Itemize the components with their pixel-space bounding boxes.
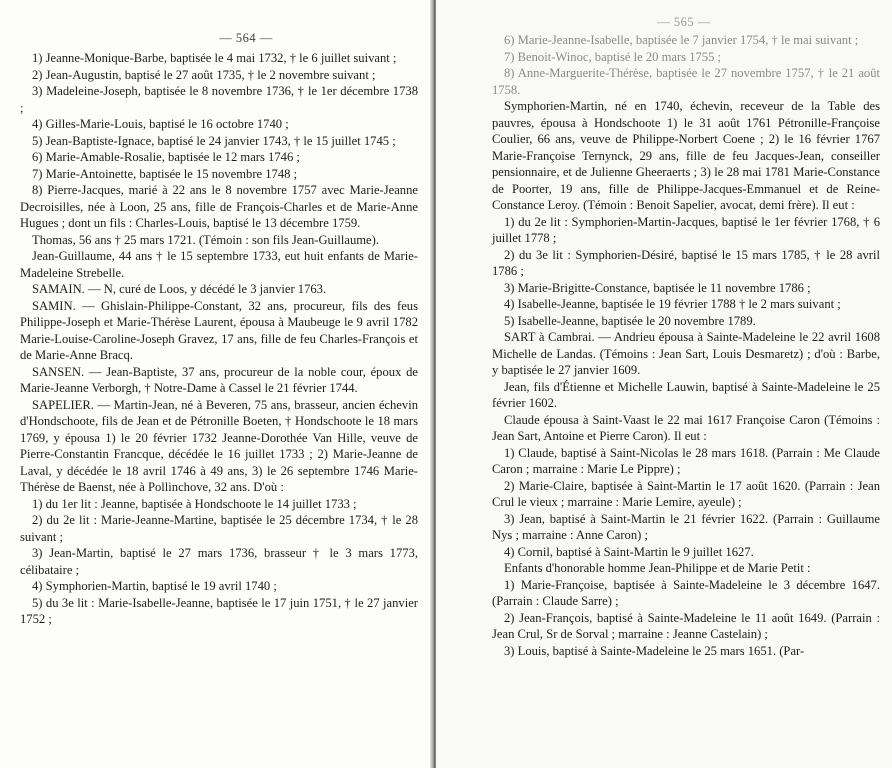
paragraph: 6) Marie-Amable-Rosalie, baptisée le 12 mars 1746 ;	[32, 150, 300, 164]
paragraph: 2) Marie-Claire, baptisée à Saint-Martin le 17 août 1620. (Parrain : Jean Crul le vieux ; marraine : Marie Lemire, ayeule) ;	[492, 478, 880, 509]
paragraph: 2) Jean-François, baptisé à Sainte-Madeleine le 11 août 1649. (Parrain : Jean Crul, Sr de Sorval ; marraine : Jeanne Castelain) ;	[492, 610, 880, 641]
paragraph: Claude épousa à Saint-Vaast le 22 mai 1617 Françoise Caron (Témoins : Jean Sart, Antoine et Pierre Caron). Il eut :	[492, 412, 880, 443]
paragraph: SAPELIER. — Martin-Jean, né à Beveren, 75 ans, brasseur, ancien échevin d'Hondschoote, fils de Jean et de Pétronille Boeten, † Hondschoote le 18 mars 1769, y épousa 1) le 20 février 1732 Jeanne-Dorothée Van Hille, veuve de Pierre-Constantin Francque, décédée le 16 juillet 1733 ; 2) Marie-Jeanne de Laval, y décédée le 18 avril 1746 à 49 ans, 3) le 26 septembre 1746 Marie-Thérèse de Baenst, née à Pollinchove, 32 ans. D'où :	[20, 397, 418, 494]
paragraph: Jean, fils d'Étienne et Michelle Lauwin, baptisé à Sainte-Madeleine le 25 février 1602.	[492, 379, 880, 410]
paragraph: 5) Isabelle-Jeanne, baptisée le 20 novembre 1789.	[504, 313, 756, 328]
paragraph: 4) Cornil, baptisé à Saint-Martin le 9 juillet 1627.	[504, 544, 754, 559]
paragraph: 3) Madeleine-Joseph, baptisée le 8 novembre 1736, † le 1er décembre 1738 ;	[20, 84, 418, 115]
paragraph: 2) du 2e lit : Marie-Jeanne-Martine, baptisée le 25 décembre 1734, † le 28 suivant ;	[20, 513, 418, 544]
paragraph: 2) du 3e lit : Symphorien-Désiré, baptisé le 15 mars 1785, † le 28 avril 1786 ;	[492, 247, 880, 278]
paragraph: 8) Anne-Marguerite-Thérèse, baptisée le 27 novembre 1757, † le 21 août 1758.	[492, 66, 880, 97]
paragraph: 1) Jeanne-Monique-Barbe, baptisée le 4 mai 1732, † le 6 juillet suivant ;	[32, 51, 397, 65]
paragraph: 3) Jean-Martin, baptisé le 27 mars 1736, brasseur † le 3 mars 1773, célibataire ;	[20, 546, 418, 577]
paragraph: SAMIN. — Ghislain-Philippe-Constant, 32 ans, procureur, fils des feus Philippe-Joseph et Marie-Thérèse Laurent, épousa à Maubeuge le 9 avril 1782 Marie-Louise-Caroline-Joseph Gravez, 17 ans, fille de feu Charles-François et de Marie-Anne Bracq.	[20, 298, 418, 362]
paragraph: Enfants d'honorable homme Jean-Philippe et de Marie Petit :	[504, 561, 811, 575]
paragraph: 1) du 1er lit : Jeanne, baptisée à Hondschoote le 14 juillet 1733 ;	[32, 496, 357, 511]
page-text	[0, 50, 432, 628]
page-number: — 565 —	[657, 15, 711, 29]
paragraph: 5) du 3e lit : Marie-Isabelle-Jeanne, baptisée le 17 juin 1751, † le 27 janvier 1752 ;	[20, 595, 418, 626]
paragraph: 3) Jean, baptisé à Saint-Martin le 21 février 1622. (Parrain : Guillaume Nys ; marraine : Anne Caron) ;	[492, 511, 880, 542]
left-page	[0, 0, 432, 768]
paragraph: 4) Isabelle-Jeanne, baptisée le 19 février 1788 † le 2 mars suivant ;	[504, 297, 841, 311]
paragraph: SANSEN. — Jean-Baptiste, 37 ans, procureur de la noble cour, époux de Marie-Jeanne Verborgh, † Notre-Dame à Cassel le 21 février 1744.	[20, 364, 418, 395]
paragraph: 6) Marie-Jeanne-Isabelle, baptisée le 7 janvier 1754, † le mai suivant ;	[504, 33, 859, 47]
page-text	[436, 32, 892, 659]
right-page	[436, 0, 892, 768]
paragraph: 1) Claude, baptisé à Saint-Nicolas le 28 mars 1618. (Parrain : Me Claude Caron ; marraine : Marie Le Pippre) ;	[492, 445, 880, 476]
paragraph: 1) du 2e lit : Symphorien-Martin-Jacques, baptisé le 1er février 1768, † 6 juillet 1778 ;	[492, 214, 880, 245]
paragraph: Thomas, 56 ans † 25 mars 1721. (Témoin : son fils Jean-Guillaume).	[32, 232, 379, 247]
paragraph: 5) Jean-Baptiste-Ignace, baptisé le 24 janvier 1743, † le 15 juillet 1745 ;	[32, 133, 396, 148]
paragraph: 4) Symphorien-Martin, baptisé le 19 avril 1740 ;	[32, 579, 277, 593]
paragraph: SAMAIN. — N, curé de Loos, y décédé le 3 janvier 1763.	[32, 282, 327, 296]
page-number: — 564 —	[219, 31, 273, 45]
paragraph: 7) Benoit-Winoc, baptisé le 20 mars 1755 ;	[504, 49, 722, 64]
paragraph: 7) Marie-Antoinette, baptisée le 15 novembre 1748 ;	[32, 166, 298, 181]
paragraph: Symphorien-Martin, né en 1740, échevin, receveur de la Table des pauvres, épousa à Hondschoote 1) le 31 août 1761 Pétronille-Françoise Coulier, 66 ans, veuve de Philippe-Norbert Coene ; 2) le 16 février 1767 Marie-Françoise Ternynck, 29 ans, fille de feu Jacques-Jean, conseiller pensionnaire, et de Julienne Gheeraerts ; 3) le 28 mai 1781 Marie-Constance de Poorter, 19 ans, fille de Philippe-Jacques-Emmanuel et de Reine-Constance Leroy. (Témoin : Benoit Sapelier, avocat, demi frère). Il eut :	[492, 99, 880, 212]
paragraph: 1) Marie-Françoise, baptisée à Sainte-Madeleine le 3 décembre 1647. (Parrain : Claude Sarre) ;	[492, 577, 880, 608]
paragraph: 8) Pierre-Jacques, marié à 22 ans le 8 novembre 1757 avec Marie-Jeanne Decroisilles, née à Loon, 25 ans, fille de François-Charles et de Marie-Anne Hugues ; dont un fils : Charles-Louis, baptisé le 13 décembre 1759.	[20, 183, 418, 230]
paragraph: 2) Jean-Augustin, baptisé le 27 août 1735, † le 2 novembre suivant ;	[32, 67, 376, 82]
paragraph: 3) Marie-Brigitte-Constance, baptisée le 11 novembre 1786 ;	[504, 280, 811, 295]
paragraph: SART à Cambrai. — Andrieu épousa à Sainte-Madeleine le 22 avril 1608 Michelle de Landas. (Témoins : Jean Sart, Louis Desmaretz) ; d'où : Barbe, y baptisée le 27 janvier 1609.	[492, 330, 880, 377]
paragraph: 3) Louis, baptisé à Sainte-Madeleine le 25 mars 1651. (Par-	[504, 643, 805, 658]
paragraph: 4) Gilles-Marie-Louis, baptisé le 16 octobre 1740 ;	[32, 117, 289, 131]
paragraph: Jean-Guillaume, 44 ans † le 15 septembre 1733, eut huit enfants de Marie-Madeleine Strebelle.	[20, 249, 418, 280]
